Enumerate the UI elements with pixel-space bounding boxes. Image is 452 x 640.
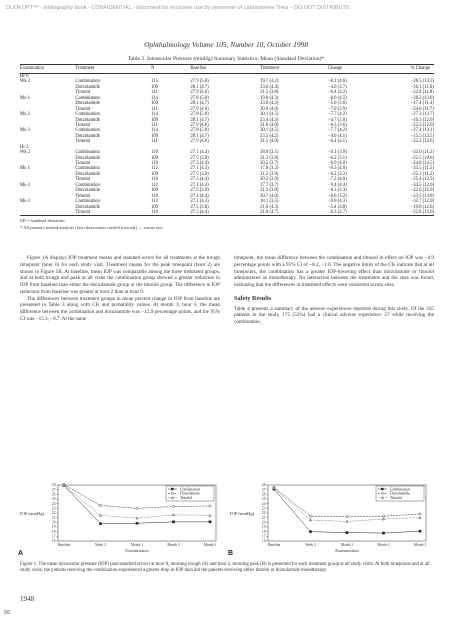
table-cell: 27.5 (3.8) xyxy=(190,188,209,194)
table-cell: 27.5 (3.8) xyxy=(190,155,209,161)
table-cell: −5.4 (3.8) xyxy=(327,204,347,210)
table-cell: −33.5 (11.5) xyxy=(410,166,434,172)
legend-marker xyxy=(172,492,174,494)
table-cell: −22.4 (11.8) xyxy=(410,90,434,96)
chart-a xyxy=(16,477,226,557)
y-tick-label: 18 xyxy=(51,529,56,534)
table-cell: 19.8 (4.3) xyxy=(260,95,279,101)
table-cell: −22.1 (11.2) xyxy=(410,171,434,177)
header-n: N xyxy=(151,65,190,74)
data-point xyxy=(382,515,384,517)
table-cell: 27.5 (3.8) xyxy=(190,204,209,210)
y-tick-label: 16 xyxy=(261,539,266,544)
table-cell: −33.0 (11.2) xyxy=(410,150,434,156)
paragraph: The differences between treatment groups in mean percent change in IOP from baseline are presented in Table 3 along with CIs and probability values. At month 3, hour 0, the mean difference between the combination and dorzolamide was −12.9 percentage points, and the 95% CI was −15.3, −8.7. At the same xyxy=(20,295,220,322)
y-tick-label: 25 xyxy=(51,497,56,502)
x-tick-label: Month 1 xyxy=(340,543,354,547)
table-cell: −34.5 (12.6) xyxy=(410,182,434,188)
table-cell: Mo 3 xyxy=(20,128,31,134)
table-cell: −32.7 (12.9) xyxy=(410,199,434,205)
y-tick-label: 21 xyxy=(261,515,266,520)
data-point xyxy=(346,532,348,534)
header-treatment: Treatment xyxy=(75,65,151,74)
table-cell: −25.4 (12.3) xyxy=(410,177,434,183)
y-tick-label: 17 xyxy=(51,534,56,539)
table-cell: 21.3 (3.9) xyxy=(260,188,279,194)
table-cell: −6.3 (3.6) xyxy=(327,122,347,128)
table-cell: 21.6 (4.0) xyxy=(260,122,279,128)
legend-marker xyxy=(171,488,173,490)
page-number: 1948 xyxy=(20,595,34,603)
legend-label: Timolol xyxy=(180,496,193,501)
data-point xyxy=(172,521,174,523)
table-cell: −4.7 (3.8) xyxy=(327,117,347,123)
data-point xyxy=(209,514,211,516)
table-cell: Dorzolamide xyxy=(75,84,100,90)
table-cell: −7.7 (4.2) xyxy=(327,112,347,118)
left-column xyxy=(20,255,220,323)
y-tick-label: 26 xyxy=(261,492,266,497)
table-cell: Combination xyxy=(75,150,100,156)
data-point xyxy=(136,507,138,509)
table-cell: Mo 3 xyxy=(20,199,31,205)
table-cell: 27.3 (4.4) xyxy=(190,193,209,199)
table-cell: 28.1 (4.7) xyxy=(190,84,209,90)
table-cell: 111 xyxy=(151,139,158,145)
data-point xyxy=(136,522,138,524)
table-cell: 27.1 (4.4) xyxy=(190,150,209,156)
table-cell: −27.3 (12.7) xyxy=(410,112,434,118)
right-column xyxy=(234,255,434,326)
table-cell: −6.2 (3.3) xyxy=(327,171,347,177)
table-cell: 112 xyxy=(151,182,158,188)
table-cell: −15.5 (13.5) xyxy=(410,133,434,139)
table-cell: 114 xyxy=(151,95,158,101)
table-cell: 111 xyxy=(151,106,158,112)
x-tick-label: Baseline xyxy=(57,543,71,547)
table-cell: Dorzolamide xyxy=(75,101,100,107)
table-cell: Combination xyxy=(75,112,100,118)
table-cell: 21.5 (4.0) xyxy=(260,139,279,145)
y-tick-label: 27 xyxy=(261,487,266,492)
table-cell: 20.9 (4.0) xyxy=(260,106,279,112)
data-point xyxy=(172,505,174,507)
panel-label: B xyxy=(228,550,234,557)
table-cell: 23.5 (4.2) xyxy=(260,133,279,139)
header-treatment-value: Treatment xyxy=(260,65,328,74)
table-cell: 114 xyxy=(151,128,158,134)
y-tick-label: 20 xyxy=(51,520,56,525)
data-point xyxy=(209,505,211,507)
y-tick-label: 20 xyxy=(261,520,266,525)
table-cell: 28.1 (4.7) xyxy=(190,101,209,107)
table-cell: Mo 2 xyxy=(20,112,31,118)
table-cell: Mo 1 xyxy=(20,166,31,172)
x-tick-label: Week 2 xyxy=(95,543,106,547)
table-cell: −7.0 (3.9) xyxy=(327,106,347,112)
header-baseline: Baseline xyxy=(190,65,260,74)
table-cell: Wk 2 xyxy=(20,79,31,85)
table-cell: −27.4 (13.1) xyxy=(410,128,434,134)
table-cell: Dorzolamide xyxy=(75,171,100,177)
table-cell: 28.1 (4.7) xyxy=(190,117,209,123)
table-cell: Timolol xyxy=(75,106,91,112)
table-cell: Hr 2 xyxy=(20,144,29,150)
table-cell: 109 xyxy=(151,133,159,139)
y-tick-label: 24 xyxy=(51,501,56,506)
x-axis-label: Examination xyxy=(125,548,149,553)
y-tick-label: 24 xyxy=(261,501,266,506)
table-cell: 114 xyxy=(151,112,158,118)
x-tick-label: Week 2 xyxy=(305,543,316,547)
y-tick-label: 19 xyxy=(51,525,56,530)
table-cell: −7.7 (4.2) xyxy=(327,128,347,134)
table-cell: 20.1 (4.5) xyxy=(260,128,279,134)
y-tick-label: 28 xyxy=(51,483,56,488)
table-cell: −9.1 (3.9) xyxy=(327,150,347,156)
y-tick-label: 23 xyxy=(261,506,266,511)
data-point xyxy=(419,513,421,515)
table-cell: 20.5 (3.7) xyxy=(260,161,279,167)
table-cell: 27.1 (4.3) xyxy=(190,166,209,172)
table-cell: Wk 2 xyxy=(20,150,31,156)
table-cell: 111 xyxy=(151,90,158,96)
table-cell: 21.0 (4.7) xyxy=(260,210,328,216)
y-tick-label: 19 xyxy=(261,525,266,530)
table-cell: 110 xyxy=(151,193,158,199)
table-cell: 109 xyxy=(151,204,159,210)
table-cell: Combination xyxy=(75,166,100,172)
section-heading: Safety Results xyxy=(234,294,272,302)
table-cell: 20.1 (4.5) xyxy=(260,112,279,118)
legend-label: Dorzolamide xyxy=(180,491,200,496)
table-cell: −17.4 (11.4) xyxy=(410,101,434,107)
table-cell: −23.5 (14.8) xyxy=(410,193,434,199)
table-cell: Combination xyxy=(75,128,100,134)
table-cell: −24.6 (11.7) xyxy=(410,106,434,112)
table-cell: −22.5 (10.6) xyxy=(410,155,434,161)
table-cell: −16.1 (11.6) xyxy=(410,84,434,90)
legend-marker xyxy=(381,488,383,490)
table-cell: Timolol xyxy=(75,122,91,128)
journal-header: Ophthalmology Volume 105, Number 10, October 1998 xyxy=(144,40,308,49)
table-cell: −7.2 (4.0) xyxy=(327,177,347,183)
table-cell: 27.8 (5.0) xyxy=(190,112,209,118)
table-cell: −9.4 (4.4) xyxy=(327,182,347,188)
table-cell: 27.3 (4.4) xyxy=(190,210,260,216)
legend-label: Combination xyxy=(390,487,410,492)
table-cell: Dorzolamide xyxy=(75,117,100,123)
table-cell: 109 xyxy=(151,188,159,194)
table-cell: 110 xyxy=(151,210,190,216)
y-tick-label: 18 xyxy=(261,529,266,534)
table-cell: Combination xyxy=(75,79,100,85)
y-tick-label: 21 xyxy=(51,515,56,520)
table-cell: Combination xyxy=(75,199,100,205)
table-cell: 109 xyxy=(151,101,159,107)
table-cell: 23.4 (4.3) xyxy=(260,117,279,123)
y-tick-label: 23 xyxy=(51,506,56,511)
table-cell: 115 xyxy=(151,79,158,85)
table-cell: −5.0 (3.6) xyxy=(327,101,347,107)
paragraph: Table 4 presents a summary of the adverse experiences reported during this study. Of the 335 patients in the study, 175 (52%) had a clinical adverse experience: 57 while receiving the combination, xyxy=(234,305,434,325)
table-cell: 27.5 (3.8) xyxy=(190,171,209,177)
table-cell: 17.8 (3.2) xyxy=(260,166,279,172)
table-cell: 23.6 (4.4) xyxy=(260,84,279,90)
footnote-analysis: * All patients treated analysis (last observation carried forward) — worse eye. xyxy=(20,225,164,230)
paragraph: Figure 1A displays IOP treatment means and standard errors for all treatments at the trough timepoint (hour 0) for each study visit. Treatment means for the peak timepoint (hour 2) are shown in Figure 1B. At baseline, mean IOP was comparable among the three treatment groups, and at both trough and peak at all visits the combination group showed a greater reduction in IOP from baseline than either the dorzolamide group or the timolol group. The difference in IOP reduction from baseline was greater at hour 2 than at hour 0. xyxy=(20,255,220,295)
table-cell: 27.8 (5.0) xyxy=(190,95,209,101)
table-cell: −6.4 (4.2) xyxy=(327,90,347,96)
x-tick-label: Month 3 xyxy=(203,543,217,547)
table-cell: −8.0 (4.5) xyxy=(327,95,347,101)
table-cell: 27.9 (4.6) xyxy=(190,90,209,96)
x-tick-label: Month 1 xyxy=(130,543,144,547)
table-body xyxy=(20,74,434,216)
table-cell: Dorzolamide xyxy=(75,155,100,161)
table-cell: 18.1 (3.5) xyxy=(260,199,279,205)
table-cell: 110 xyxy=(151,177,158,183)
table-cell: 109 xyxy=(151,155,159,161)
y-tick-label: 25 xyxy=(261,497,266,502)
y-tick-label: 27 xyxy=(51,487,56,492)
table-cell: 112 xyxy=(151,166,158,172)
table-cell: 20.2 (3.9) xyxy=(260,177,279,183)
table-cell: −16.3 (12.0) xyxy=(410,117,434,123)
table-cell: 27.9 (4.6) xyxy=(190,122,209,128)
table-cell: −4.6 (4.1) xyxy=(327,133,347,139)
paragraph: timepoint, the mean difference between the combination and timolol in effect on IOP was −4.9 percentage points with a 95% CI of −8.2, −1.6. The negative limits of the CIs indicate that at all timepoints, the combination has a greater IOP-lowering effect than dorzolamide or timolol administered as monotherapy. No interaction between the treatments and the sites was found, indicating that the differences in treatment effects were consistent across sites. xyxy=(234,255,434,288)
table-cell: −6.6 (3.2) xyxy=(327,193,347,199)
table-cell: −6.3 (4.7) xyxy=(328,210,411,216)
table-cell: Timolol xyxy=(75,193,91,199)
table-title: Table 2. Intraocular Pressure (mmHg) Summary Statistics: Mean (Standard Deviation)* xyxy=(127,56,325,62)
table-cell: 27.9 (4.6) xyxy=(190,139,209,145)
table-cell: Dorzolamide xyxy=(75,133,100,139)
table-cell: −6.9 (4.0) xyxy=(327,161,347,167)
legend-label: Dorzolamide xyxy=(390,491,410,496)
table-cell: 21.3 (3.8) xyxy=(260,155,279,161)
table-cell: 20.7 (4.0) xyxy=(260,193,279,199)
table-cell: 27.8 (5.0) xyxy=(190,128,209,134)
header-percent-change: % Change xyxy=(411,65,434,74)
table-cell: −22.6 (12.9) xyxy=(410,188,434,194)
iop-summary-table xyxy=(20,64,434,216)
x-tick-label: Month 2 xyxy=(377,543,390,547)
header-change: Change xyxy=(328,65,411,74)
x-tick-label: Month 3 xyxy=(413,543,427,547)
table-cell: 27.9 (4.6) xyxy=(190,106,209,112)
side-page-number: 56 xyxy=(4,610,11,616)
table-cell: −9.3 (4.0) xyxy=(327,166,347,172)
y-axis-label: IOP (mmHg) xyxy=(20,511,45,516)
table-cell: 19.7 (4.2) xyxy=(260,79,279,85)
table-cell: 110 xyxy=(151,161,158,167)
table-cell xyxy=(20,210,75,216)
table-cell: −6.3 (3.3) xyxy=(327,188,347,194)
figure-caption: Figure 1. The mean intraocular pressure (IOP) (and standard errors) at hour 0, morning trough (A) and hour 2, morning peak (B) is presented for each treatment group at all study visits. At both timepoints and at all study visits, the patients receiving the combination experienced a greater drop in IOP than did the patients receiving either timolol or dorzolamide monotherapy. xyxy=(20,562,430,574)
header-examination: Examination xyxy=(20,65,75,74)
table-cell: −24.8 (14.5) xyxy=(410,161,434,167)
table-cell: −9.0 (4.3) xyxy=(327,199,347,205)
table-cell: Dorzolamide xyxy=(75,204,100,210)
table-cell: 27.1 (4.3) xyxy=(190,199,209,205)
table-cell: 27.1 (4.3) xyxy=(190,182,209,188)
y-tick-label: 22 xyxy=(261,511,266,516)
data-point xyxy=(309,515,311,517)
table-cell: Mo 2 xyxy=(20,182,31,188)
y-tick-label: 28 xyxy=(261,483,266,488)
table-cell: 111 xyxy=(151,122,158,128)
table-cell: 112 xyxy=(151,199,158,205)
data-point xyxy=(99,504,101,506)
table-cell: 27.3 (4.4) xyxy=(190,177,209,183)
table-cell: −6.2 (3.1) xyxy=(327,155,347,161)
table-cell: 21.5 (3.8) xyxy=(260,90,279,96)
table-cell: Timolol xyxy=(75,161,91,167)
data-point xyxy=(346,516,348,518)
table-cell: Combination xyxy=(75,182,100,188)
y-tick-label: 17 xyxy=(261,534,266,539)
table-cell: 17.7 (3.7) xyxy=(260,182,279,188)
table-cell: 109 xyxy=(151,117,159,123)
data-point xyxy=(99,514,101,516)
x-tick-label: Month 2 xyxy=(167,543,180,547)
table-cell: 23.0 (4.2) xyxy=(260,101,279,107)
legend-marker xyxy=(382,492,384,494)
table-row xyxy=(20,210,434,216)
table-cell: 109 xyxy=(151,171,159,177)
table-cell: 27.9 (5.0) xyxy=(190,79,209,85)
table-cell: 21.8 (4.3) xyxy=(260,204,279,210)
table-header-row xyxy=(20,65,434,74)
table-cell: −22.3 (12.0) xyxy=(410,122,434,128)
table-cell: −19.8 (12.6) xyxy=(410,204,434,210)
y-tick-label: 26 xyxy=(51,492,56,497)
table-cell: 110 xyxy=(151,150,158,156)
data-point xyxy=(382,532,384,534)
y-axis-label: IOP (mmHg) xyxy=(230,511,255,516)
table-cell: 28.1 (4.7) xyxy=(190,133,209,139)
x-axis-label: Examination xyxy=(335,548,359,553)
x-tick-label: Baseline xyxy=(267,543,281,547)
legend-label: Timolol xyxy=(390,496,403,501)
table-cell: −28.2 (13.0) xyxy=(410,95,434,101)
table-cell: −8.1 (4.6) xyxy=(327,79,347,85)
table-cell: 27.3 (4.4) xyxy=(190,161,209,167)
table-cell: 21.2 (3.9) xyxy=(260,171,279,177)
table-cell: Timolol xyxy=(75,210,151,216)
table-cell: Mo 1 xyxy=(20,95,31,101)
table-cell: Hr 0 xyxy=(20,74,29,80)
table-cell: Dorzolamide xyxy=(75,188,100,194)
table-cell: −28.5 (13.3) xyxy=(410,79,434,85)
data-point xyxy=(209,521,211,523)
data-point xyxy=(99,523,101,525)
table-cell: −22.8 (15.6) xyxy=(410,209,434,215)
table-cell: −4.6 (3.7) xyxy=(327,84,347,90)
table-cell: Timolol xyxy=(75,177,91,183)
data-point xyxy=(309,531,311,533)
table-cell: 18.0 (3.5) xyxy=(260,150,279,156)
footnote-sd: SD = standard deviation. xyxy=(20,218,66,223)
y-tick-label: 16 xyxy=(51,539,56,544)
table-cell: Timolol xyxy=(75,139,91,145)
table-cell: −22.2 (12.6) xyxy=(410,139,434,145)
table-cell: Timolol xyxy=(75,90,91,96)
chart-b xyxy=(226,477,436,557)
confidential-banner: DUOKOPT™ - bibliography book - CONFIDENTIAL - document for exclusive use by personnel of Laboratoires Théa – DO NOT DISTRIBUTE xyxy=(6,5,350,11)
table-cell: Combination xyxy=(75,95,100,101)
data-point xyxy=(419,530,421,532)
panel-label: A xyxy=(18,550,24,557)
y-tick-label: 22 xyxy=(51,511,56,516)
legend-label: Combination xyxy=(180,487,200,492)
data-point xyxy=(172,514,174,516)
table-cell: −6.4 (4.1) xyxy=(327,139,347,145)
table-cell: 109 xyxy=(151,84,159,90)
